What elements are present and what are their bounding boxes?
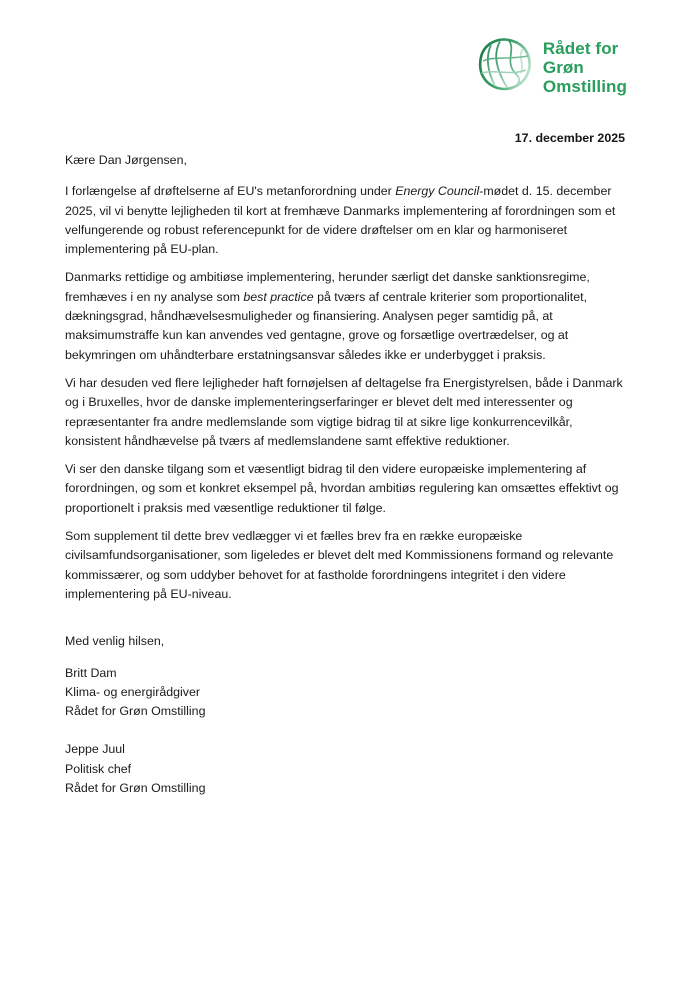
- letter-date: 17. december 2025: [514, 131, 625, 145]
- letter-paragraph-3: Vi har desuden ved flere lejligheder haft fornøjelsen af deltagelse fra Energistyrelsen, både i Danmark og i Bruxelles, hvor de danske implementeringserfaringer er blevet delt med interessenter og repræsentanter fra andre medlemslande som vigtige bidrag til at sikre lige konkurrencevilkår, konsistent håndhævelse på tværs af medlemslandene samt effektive reduktioner.: [65, 375, 623, 448]
- signer-name: Britt Dam: [65, 665, 117, 680]
- logo-line-1: Rådet for: [542, 39, 619, 58]
- signer-title: Politisk chef: [65, 761, 132, 776]
- letter-paragraph-2: Danmarks rettidige og ambitiøse implementering, herunder særligt det danske sanktionsregime, fremhæves i en ny analyse som best practice på tværs af centrale kriterier som proportionalitet, dækningsgrad, håndhævelsesmuligheder og finansiering. Analysen peger samtidig på, at maksimumstraffe kun kan anvendes ved gentagne, grove og forsætlige overtrædelser, og at bekymringen om uhåndterbare erstatningsansvar således ikke er underbygget i praksis.: [65, 270, 590, 362]
- signer-organization: Rådet for Grøn Omstilling: [65, 704, 206, 719]
- letter-paragraph-5: Som supplement til dette brev vedlægger vi et fælles brev fra en række europæiske civilsamfundsorganisationer, som ligeledes er blevet delt med Kommissionens formand og relevante kommissærer, og som uddyber behovet for at fastholde forordningens integritet i den videre implementering på EU-niveau.: [65, 529, 614, 601]
- signer-title: Klima- og energirådgiver: [65, 684, 200, 699]
- signer-name: Jeppe Juul: [65, 742, 125, 757]
- leaf-globe-icon: [476, 36, 534, 94]
- logo-line-2: Grøn: [542, 58, 584, 77]
- signature-block-1: [65, 664, 630, 722]
- org-logo-wordmark: [543, 36, 627, 96]
- letter-body: [65, 151, 630, 813]
- salutation: Kære Dan Jørgensen,: [65, 153, 187, 167]
- letter-paragraph-1: I forlængelse af drøftelserne af EU's metanforordning under Energy Council-mødet d. 15. december 2025, vil vi benytte lejligheden til kort at fremhæve Danmarks implementering af forordningen som et velfungerende og robust referencepunkt for de videre drøftelser om en klar og harmoniseret implementering på EU-plan.: [65, 184, 616, 257]
- closing-salutation: Med venlig hilsen,: [65, 634, 165, 649]
- signer-organization: Rådet for Grøn Omstilling: [65, 781, 206, 796]
- org-logo: [476, 36, 627, 96]
- logo-line-3: Omstilling: [542, 77, 627, 96]
- signature-block-2: [65, 740, 630, 798]
- letter-paragraph-4: Vi ser den danske tilgang som et væsentligt bidrag til den videre europæiske implementering af forordningen, og som et konkret eksempel på, hvordan ambitiøs regulering kan omsættes effektivt og proportionelt i praksis med væsentlige reduktioner til følge.: [65, 462, 619, 515]
